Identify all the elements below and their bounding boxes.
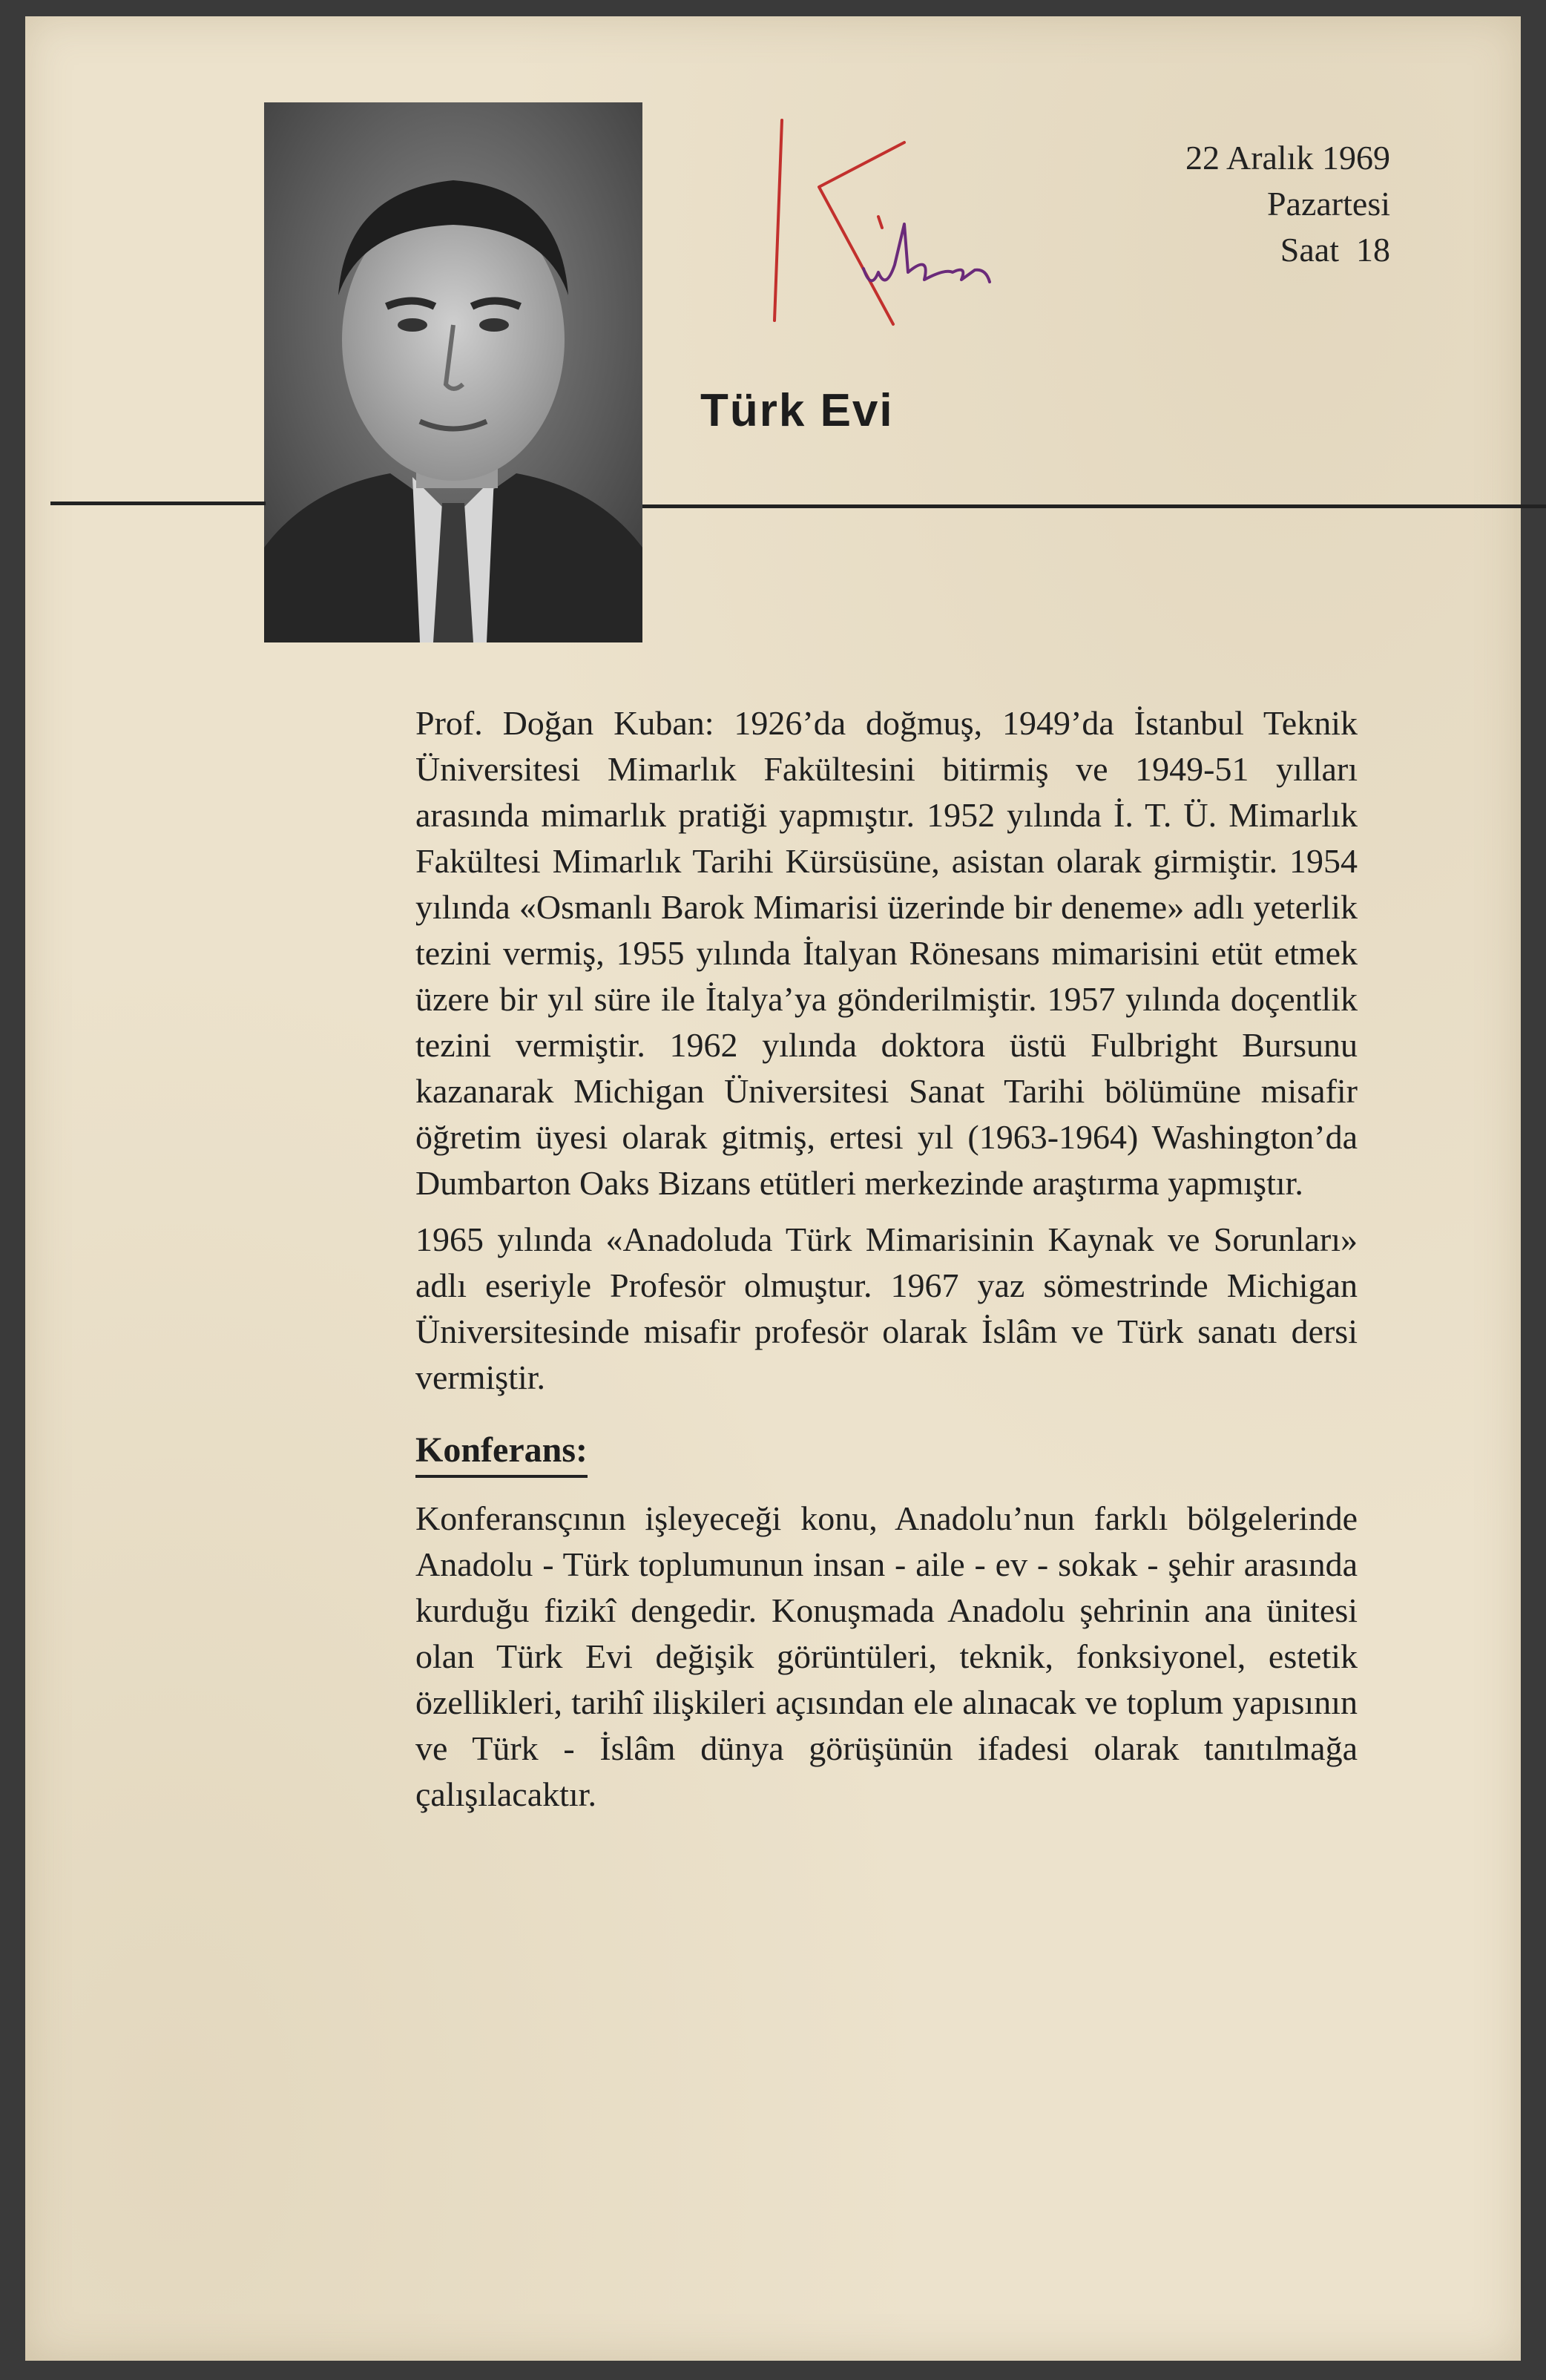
conference-paragraph: Konferansçının işleyeceği konu, Anadolu’nun farklı bölgelerinde Anadolu - Türk toplumunun insan - aile - ev - sokak - şehir arasında kurduğu fizikî dengedir. Konuşmada Anadolu şehrinin ana ünitesi olan Türk Evi değişik görüntüleri, teknik, fonksiyonel, estetik özellikleri, tarihî ilişkileri açısından ele alınacak ve toplum yapısının ve Türk - İslâm dünya görüşünün ifadesi olarak tanıtılmağa çalışılacaktır. bbox=[415, 1499, 1358, 1813]
event-time: Saat 18 bbox=[1280, 231, 1390, 269]
event-date: 22 Aralık 1969 bbox=[1185, 139, 1390, 177]
bio-paragraph-1: Prof. Doğan Kuban: 1926’da doğmuş, 1949’da İstanbul Teknik Üniversitesi Mimarlık Fakültesini bitirmiş ve 1949-51 yılları arasında mimarlık pratiği yapmıştır. 1952 yılında İ. T. Ü. Mimarlık Fakültesi Mimarlık Tarihi Kürsüsüne, asistan olarak girmiştir. 1954 yılında «Osmanlı Barok Mimarisi üzerinde bir deneme» adlı yeterlik tezini vermiş, 1955 yılında İtalyan Rönesans mimarisini etüt etmek üzere bir yıl süre ile İtalya’ya gönderilmiştir. 1957 yılında doçentlik tezini vermiştir. 1962 yılında doktora üstü Fulbright Bursunu kazanarak Michigan Üniversitesi Sanat Tarihi bölümüne misafir öğretim üyesi olarak gitmiş, ertesi yıl (1963-1964) Washington’da Dumbarton Oaks Bizans etütleri merkezinde araştırma yapmıştır. bbox=[415, 704, 1358, 1202]
page-title: Türk Evi bbox=[700, 385, 894, 436]
conference-heading: Konferans: bbox=[415, 1427, 588, 1478]
event-date-block bbox=[1185, 135, 1390, 273]
bio-paragraph-2: 1965 yılında «Anadoluda Türk Mimarisinin Kaynak ve Sorunları» adlı eseriyle Profesör olmuştur. 1967 yaz sömestrinde Michigan Üniversitesinde misafir profesör olarak İslâm ve Türk sanatı dersi vermiştir. bbox=[415, 1220, 1358, 1396]
handwritten-signature bbox=[730, 113, 1027, 328]
portrait-photo bbox=[264, 102, 642, 642]
signature-icon bbox=[730, 113, 1027, 328]
document-page bbox=[25, 16, 1521, 2361]
header-divider-left bbox=[50, 502, 266, 505]
portrait-icon bbox=[264, 102, 642, 642]
header-divider-right bbox=[642, 504, 1546, 508]
article-body bbox=[415, 700, 1358, 1818]
event-weekday: Pazartesi bbox=[1266, 185, 1390, 223]
